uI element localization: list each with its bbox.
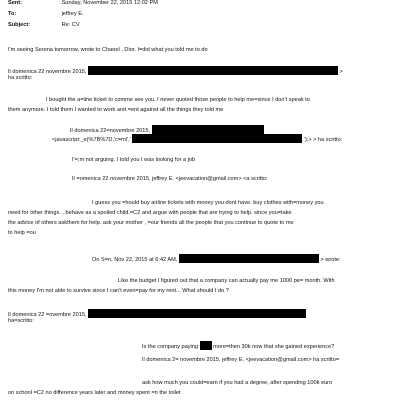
- redaction-block: [179, 254, 319, 263]
- quote-header: [8, 309, 306, 319]
- subject-row: [8, 22, 80, 29]
- quote-header-text: Il domenica 22=novembre 2015,: [70, 128, 151, 134]
- quote-header-text: Il domenica 22 novembre 2015,: [8, 69, 87, 75]
- redaction-block: [88, 309, 306, 318]
- subject-value: Re: CV: [61, 22, 80, 28]
- redaction-block: [152, 125, 264, 134]
- sent-value: Sunday, November 22, 2015 12:02 PM: [61, 0, 158, 6]
- body-line: this money I'm not able to survive since I can't even=pay for my rent... What should I do ?: [8, 288, 229, 294]
- quote-header-text: Il domenica 22 =ovembre 2015,: [8, 312, 87, 318]
- quote-header-suffix: >: [339, 69, 343, 75]
- body-line: to help =ou: [8, 230, 36, 236]
- quote-header: [52, 134, 342, 144]
- to-row: [8, 11, 84, 18]
- sent-row: [8, 0, 158, 7]
- quote-header: [92, 254, 341, 264]
- body-line: I'=;m not arguing. I told you I was looking for a job: [72, 157, 196, 163]
- body-line: Like the budget I figured out that a company can actually pay me 1000 pe= month. With: [118, 278, 335, 284]
- ha-scritto: ha scritto:: [8, 75, 33, 81]
- body-text: Is the company paying: [142, 344, 198, 350]
- quote-header-text: On S=n, Nov 22, 2015 at 6:42 AM,: [92, 257, 178, 263]
- body-line: the advice of others askthem for help. ask your mother , =our friends all the people that you continue to quote to me: [8, 220, 294, 226]
- javascript-link[interactable]: <javascript:_e(%7B%7D,'c=ml',': [52, 137, 131, 143]
- body-text: more=then 30k now that she gained experience?: [213, 344, 335, 350]
- body-line: I bought the a=line ticket to comme see you. I never quoted those people to help me=since I don't speak to: [46, 97, 310, 103]
- quote-header-suffix: > wrote:: [320, 257, 341, 263]
- body-line: ask how much you could=earn if you had a degree, after spending 100k euro: [142, 380, 333, 386]
- to-label: To:: [8, 11, 17, 17]
- sent-label: Sent:: [8, 0, 22, 6]
- quote-header: Il domenica 2= novembre 2015, jeffrey E. <jeevacation@gmail.com> ha scritto=: [142, 357, 340, 363]
- redaction-block: [200, 341, 212, 350]
- subject-label: Subject:: [8, 22, 31, 28]
- redaction-block: [88, 66, 338, 75]
- body-line: I guess you =hould buy airline tickets with money you dont have. buy clothes with=money you: [92, 200, 324, 206]
- to-value: jeffrey E.: [61, 11, 84, 17]
- body-line: [142, 341, 334, 351]
- quote-header: [8, 66, 343, 76]
- body-line: on school =C2 no difference years later and money spent =n the toilet: [8, 390, 181, 396]
- body-line: them anymore. I told them I wanted to work and =ent against all the things they told me: [8, 107, 224, 113]
- body-line: need for other things. , behave as a spoiled child.=C2 and argue with people that are trying to help. since you=take: [8, 210, 292, 216]
- quote-header-end: [8, 75, 32, 82]
- quote-header: Il =omenica 22 novembre 2015, jeffrey E. <jeevacation@gmail.com> <a scritto:: [72, 176, 268, 182]
- redaction-block: [132, 134, 302, 143]
- quote-header-end: ha=scritto:: [8, 318, 34, 324]
- quote-header-suffix: ');> > ha scritto:: [303, 137, 343, 143]
- body-line: I'm seeing Serena tomorrow, wrote to Chanel , Dior. I=did what you told me to do: [8, 47, 208, 53]
